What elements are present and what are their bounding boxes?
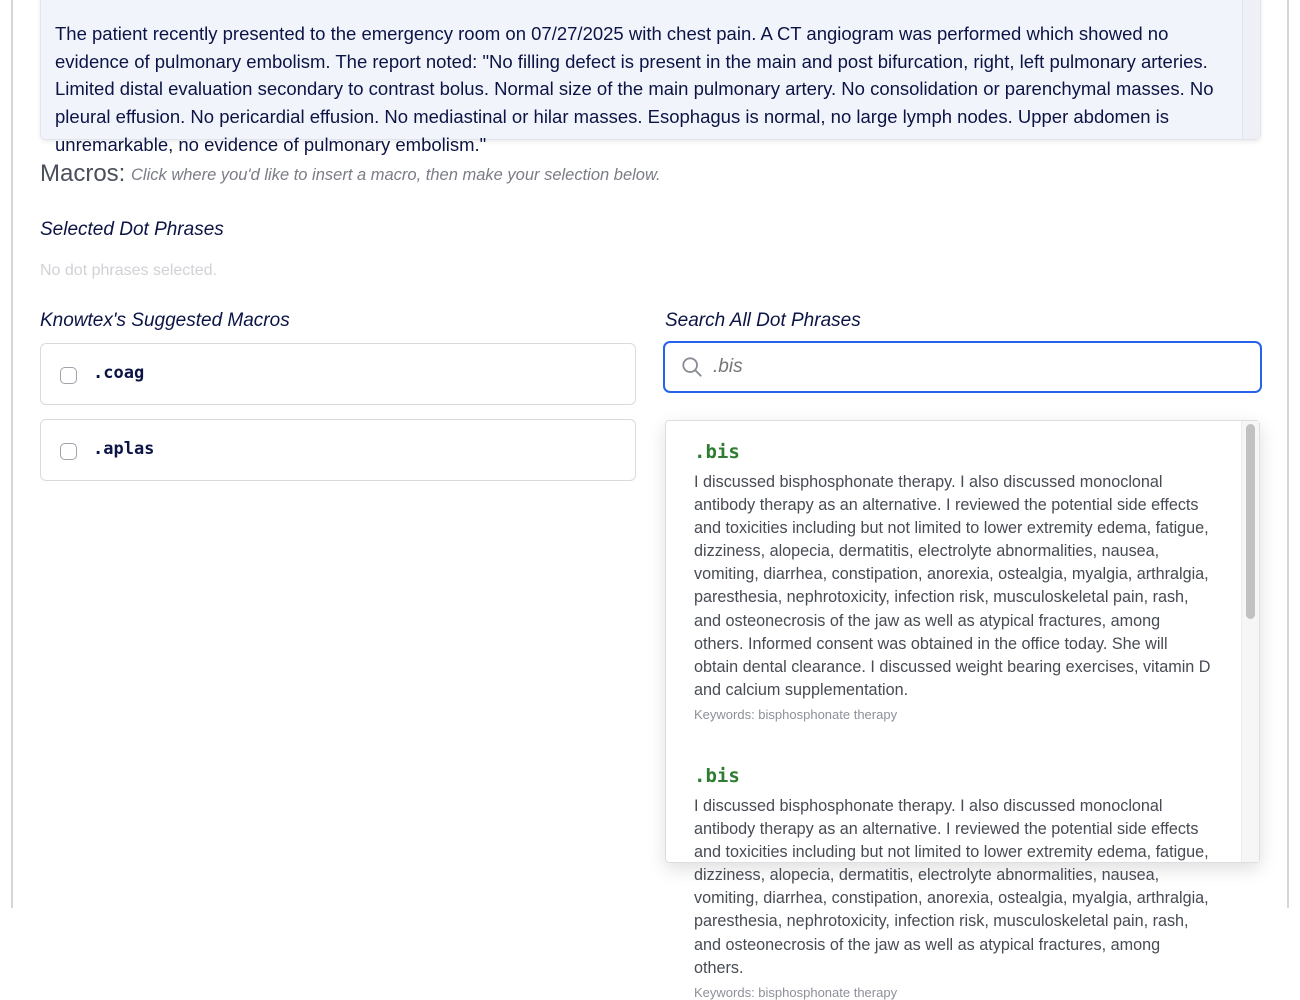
suggested-macros-title: Knowtex's Suggested Macros (40, 310, 290, 331)
search-result-item[interactable] (694, 765, 1214, 1000)
macro-code: .aplas (93, 439, 155, 459)
result-code: .bis (694, 765, 740, 787)
macro-checkbox[interactable] (60, 443, 77, 460)
note-scrollbar[interactable] (1242, 0, 1260, 139)
clinical-note-text[interactable]: The patient recently presented to the emergency room on 07/27/2025 with chest pain. A CT angiogram was performed which showed no evidence of pulmonary embolism. The report noted: "No filling defect is present in the main and post bifurcation, right, left pulmonary arteries. Limited distal evaluation secondary to contrast bolus. Normal size of the main pulmonary artery. No consolidation or parenchymal masses. No pleural effusion. No pericardial effusion. No mediastinal or hilar masses. Esophagus is normal, no large lymph nodes. Upper abdomen is unremarkable, no evidence of pulmonary embolism." (55, 23, 1214, 155)
macros-label: Macros: (40, 160, 126, 187)
macros-hint: Click where you'd like to insert a macro, then make your selection below. (131, 166, 661, 184)
search-icon (681, 356, 703, 378)
result-description: I discussed bisphosphonate therapy. I also discussed monoclonal antibody therapy as an alternative. I reviewed the potential side effects and toxicities including but not limited to lower extremity edema, fatigue, dizziness, alopecia, dermatitis, electrolyte abnormalities, nausea, vomiting, diarrhea, constipation, anorexia, ostealgia, myalgia, arthralgia, paresthesia, nephrotoxicity, infection risk, musculoskeletal pain, rash, and osteonecrosis of the jaw as well as atypical fractures, among others. Informed consent was obtained in the office today. She will obtain dental clearance. I discussed weight bearing exercises, vitamin D and calcium supplementation. (694, 473, 1211, 699)
selected-empty-message: No dot phrases selected. (40, 262, 217, 279)
search-results-list[interactable] (665, 420, 1260, 1000)
result-code: .bis (694, 441, 740, 463)
results-scrollbar-thumb[interactable] (1246, 424, 1255, 619)
search-input[interactable] (713, 353, 1233, 381)
selected-dot-phrases-title: Selected Dot Phrases (40, 219, 224, 240)
suggested-macro-card[interactable] (40, 343, 636, 405)
clinical-note-editor[interactable] (40, 0, 1261, 155)
search-box[interactable] (663, 341, 1262, 393)
macro-code: .coag (93, 363, 145, 383)
result-description: I discussed bisphosphonate therapy. I also discussed monoclonal antibody therapy as an alternative. I reviewed the potential side effects and toxicities including but not limited to lower extremity edema, fatigue, dizziness, alopecia, dermatitis, electrolyte abnormalities, nausea, vomiting, diarrhea, constipation, anorexia, ostealgia, myalgia, arthralgia, paresthesia, nephrotoxicity, infection risk, musculoskeletal pain, rash, and osteonecrosis of the jaw as well as atypical fractures, among others. (694, 797, 1209, 977)
results-scrollbar[interactable] (1241, 421, 1259, 862)
result-keywords: Keywords: bisphosphonate therapy (694, 984, 898, 1000)
search-dot-phrases-title: Search All Dot Phrases (665, 310, 861, 331)
macro-checkbox[interactable] (60, 367, 77, 384)
search-result-item[interactable] (694, 441, 1214, 722)
suggested-macro-card[interactable] (40, 419, 636, 481)
result-keywords: Keywords: bisphosphonate therapy (694, 706, 898, 722)
